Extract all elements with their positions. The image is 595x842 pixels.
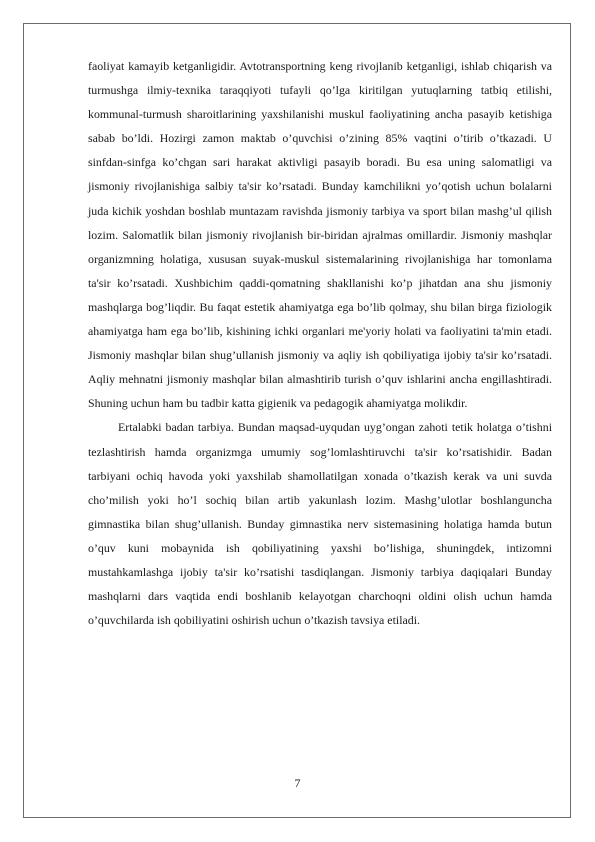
paragraph-1: faoliyat kamayib ketganligidir. Avtotransportning keng rivojlanib ketganligi, ishlab chiqarish va turmushga ilmiy-texnika taraqqiyoti tufayli qo’lga kiritilgan yutuqlarning tatbiq etilishi, kommunal-turmush sharoitlarining yaxshilanishi muskul faoliyatining ancha pasayib ketishiga sabab bo’ldi. Hozirgi zamon maktab o’quvchisi o’zining 85% vaqtini o’tirib o’tkazadi. U sinfdan-sinfga ko’chgan sari harakat aktivligi pasayib boradi. Bu esa uning salomatligi va jismoniy rivojlanishiga salbiy ta'sir ko’rsatadi. Bunday kamchilikni yo’qotish uchun bolalarni juda kichik yoshdan boshlab muntazam ravishda jismoniy tarbiya va sport bilan mashg’ul qilish lozim. Salomatlik bilan jismoniy rivojlanish bir-biridan ajralmas omillardir. Jismoniy mashqlar organizmning holatiga, xususan suyak-muskul sistemalarining rivojlanishiga har tomonlama ta'sir ko’rsatadi. Xushbichim qaddi-qomatning shakllanishi ko’p jihatdan ana shu jismoniy mashqlarga bog’liqdir. Bu faqat estetik ahamiyatga ega bo’lib qolmay, shu bilan birga fiziologik ahamiyatga ham ega bo’lib, kishining ichki organlari me'yoriy holati va faoliyatini ta'min etadi. Jismoniy mashqlar bilan shug’ullanish jismoniy va aqliy ish qobiliyatiga ijobiy ta'sir ko’rsatadi. Aqliy mehnatni jismoniy mashqlar bilan almashtirib turish o’quv ishlarini ancha engillashtiradi. Shuning uchun ham bu tadbir katta gigienik va pedagogik ahamiyatga molikdir. <box>88 59 552 411</box>
page-number: 7 <box>294 776 301 790</box>
paragraph-2: Ertalabki badan tarbiya. Bundan maqsad-uyqudan uyg’ongan zahoti tetik holatga o’tishni tezlashtirish hamda organizmga umumiy sog’lomlashtiruvchi ta'sir ko’rsatishidir. Badan tarbiyani ochiq havoda yoki yaxshilab shamollatilgan xonada o’tkazish kerak va uni suvda cho’milish yoki ho’l sochiq bilan artib yakunlash lozim. Mashg’ulotlar boshlanguncha gimnastika bilan shug’ullanish. Bunday gimnastika nerv sistemasining holatiga hamda butun o’quv kuni mobaynida ish qobiliyatining yaxshi bo’lishiga, shuningdek, intizomni mustahkamlashga ijobiy ta'sir ko’rsatishi tasdiqlangan. Jismoniy tarbiya daqiqalari Bunday mashqlarni dars vaqtida endi boshlanib kelayotgan charchoqni oldini olish uchun hamda o’quvchilarda ish qobiliyatini oshirish uchun o’tkazish tavsiya etiladi. <box>88 420 552 628</box>
document-body <box>88 54 552 632</box>
